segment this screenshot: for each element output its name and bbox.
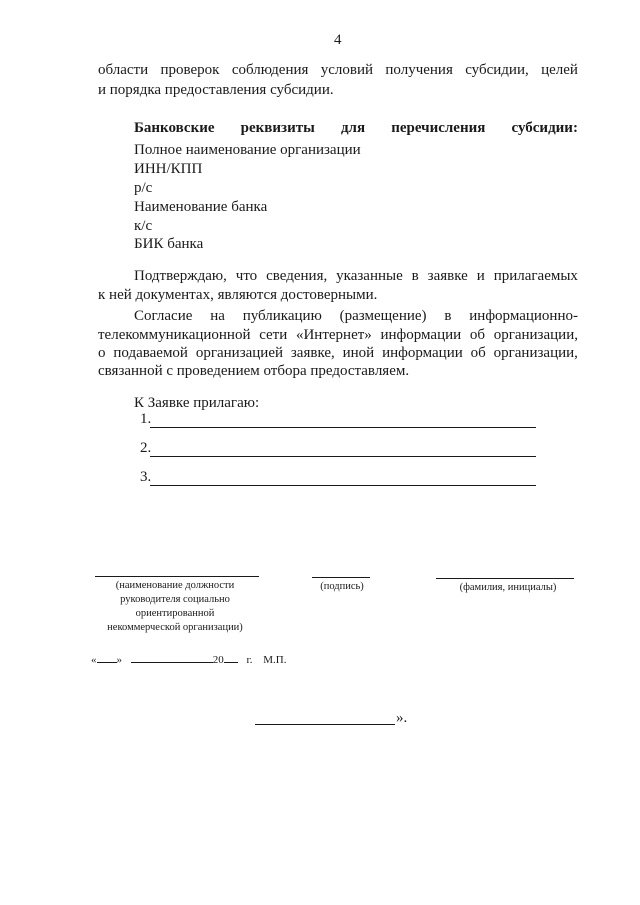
consent-line-2-word: «Интернет» <box>295 327 372 343</box>
attachment-line-2 <box>150 456 536 457</box>
consent-line-2-word: информации <box>380 327 462 343</box>
bank-field-bik: БИК банка <box>134 236 204 252</box>
position-caption: (наименование должности руководителя социально ориентированной некоммерческой организации) <box>107 580 243 633</box>
consent-line-3-word: организацией <box>195 345 284 361</box>
intro-line-1-word: условий <box>320 62 374 78</box>
consent-line-2-word: сети <box>259 327 288 343</box>
confirm-line-1-word: заявке <box>427 268 468 284</box>
confirm-line-1-word: прилагаемых <box>493 268 578 284</box>
consent-line-1-word: на <box>210 308 225 324</box>
position-signature-line <box>95 576 259 577</box>
date-line <box>91 653 287 667</box>
bank-details-heading-word: Банковские <box>134 120 215 136</box>
date-close-quote: » <box>116 654 122 666</box>
attachment-number-3: 3. <box>140 469 152 485</box>
confirm-line-1-word: что <box>235 268 258 284</box>
date-year-blank <box>224 662 238 663</box>
consent-line-3-word: иной <box>342 345 375 361</box>
confirm-line-1-word: и <box>476 268 485 284</box>
consent-line-1-word: (размещение) <box>339 308 427 324</box>
bank-details-heading-word: реквизиты <box>240 120 315 136</box>
intro-line-2: и порядка предоставления субсидии. <box>98 82 334 98</box>
signature-caption: (подпись) <box>320 581 364 592</box>
attachment-line-3 <box>150 485 536 486</box>
intro-line-1-word: субсидии, <box>465 62 529 78</box>
consent-line-1-word: Согласие <box>134 308 193 324</box>
consent-line-2-word: организации, <box>493 327 578 343</box>
page-number: 4 <box>334 32 342 48</box>
consent-line-1-word: в <box>444 308 452 324</box>
date-year-suffix: г. <box>246 654 253 666</box>
intro-line-1-word: целей <box>541 62 578 78</box>
date-month-blank <box>131 662 213 663</box>
closing-suffix: ». <box>396 710 408 726</box>
consent-line-3-word: о <box>98 345 106 361</box>
name-caption: (фамилия, инициалы) <box>459 582 557 593</box>
consent-line-4: связанной с проведением отбора предоставляем. <box>98 363 410 379</box>
attachments-heading: К Заявке прилагаю: <box>134 395 260 411</box>
bank-field-bank-name: Наименование банка <box>134 199 268 215</box>
bank-field-inn-kpp: ИНН/КПП <box>134 161 203 177</box>
confirm-line-1-word: в <box>411 268 419 284</box>
consent-line-1 <box>134 306 578 326</box>
intro-line-1-word: получения <box>385 62 453 78</box>
bank-details-heading-word: для <box>340 120 366 136</box>
bank-field-account: р/с <box>134 180 153 196</box>
stamp-label: М.П. <box>263 654 287 666</box>
bank-details-heading-word: субсидии: <box>511 120 578 136</box>
intro-line-1 <box>98 60 578 80</box>
consent-line-2-word: об <box>469 327 485 343</box>
name-signature-line <box>436 578 574 579</box>
confirm-line-2: к ней документах, являются достоверными. <box>98 287 378 303</box>
bank-details-heading-word: перечисления <box>391 120 486 136</box>
date-day-blank <box>97 662 117 663</box>
intro-line-1-word: проверок <box>160 62 220 78</box>
consent-line-3-word: информации <box>382 345 463 361</box>
bank-field-org-name: Полное наименование организации <box>134 142 361 158</box>
intro-line-1-word: соблюдения <box>231 62 309 78</box>
consent-line-3 <box>98 343 578 363</box>
confirm-line-1-word: Подтверждаю, <box>134 268 227 284</box>
confirm-line-1-word: сведения, <box>266 268 328 284</box>
consent-line-3-word: подаваемой <box>113 345 188 361</box>
attachment-line-1 <box>150 427 536 428</box>
confirm-line-1-word: указанные <box>336 268 403 284</box>
closing-blank-line <box>255 724 395 725</box>
consent-line-2-word: телекоммуникационной <box>98 327 251 343</box>
consent-line-3-word: организации, <box>493 345 578 361</box>
consent-line-3-word: об <box>470 345 486 361</box>
date-year-prefix: 20 <box>212 654 224 666</box>
bank-details-heading <box>134 118 578 138</box>
consent-line-1-word: информационно- <box>469 308 578 324</box>
attachment-number-2: 2. <box>140 440 152 456</box>
date-open-quote: « <box>91 654 97 666</box>
bank-field-corr-account: к/с <box>134 218 153 234</box>
consent-line-2 <box>98 325 578 345</box>
attachment-number-1: 1. <box>140 411 152 427</box>
intro-line-1-word: области <box>98 62 149 78</box>
signature-line <box>312 577 370 578</box>
consent-line-3-word: заявке, <box>290 345 335 361</box>
confirm-line-1 <box>134 266 578 286</box>
consent-line-1-word: публикацию <box>242 308 322 324</box>
